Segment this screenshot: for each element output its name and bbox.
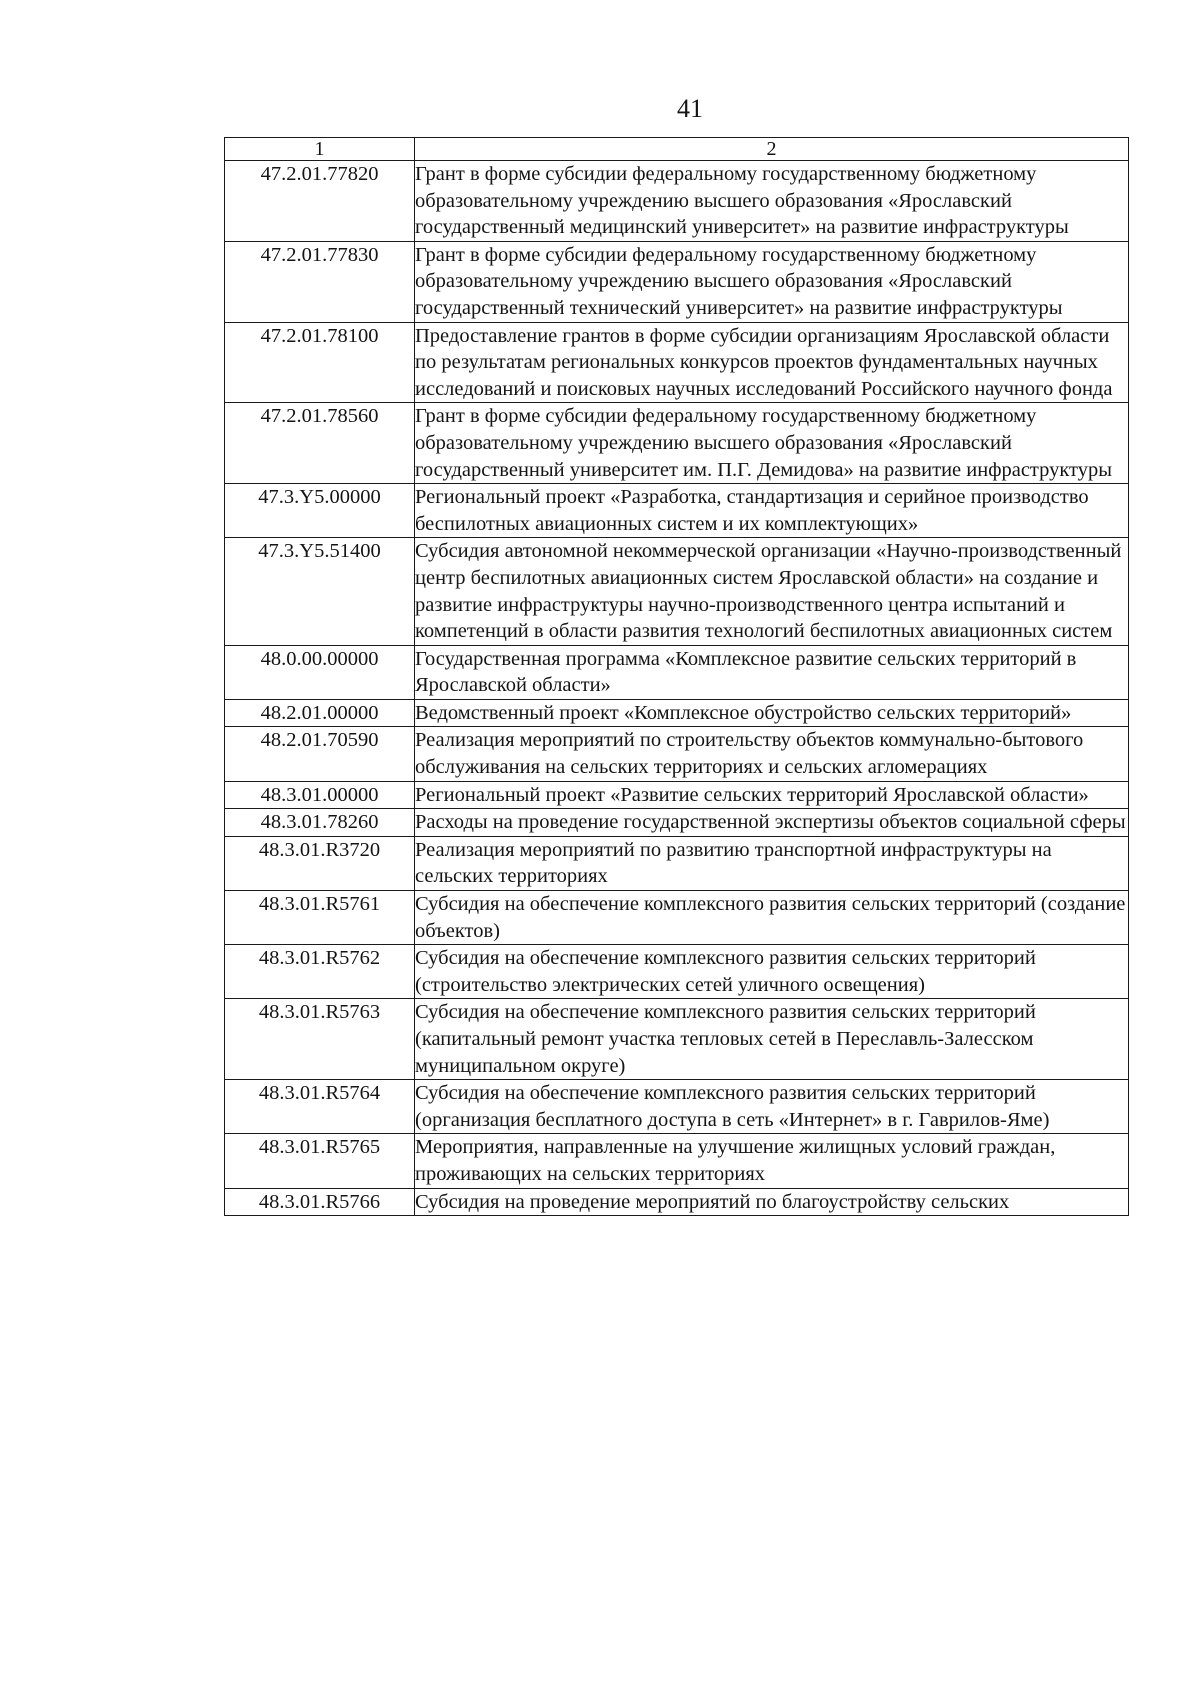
column-header-description: 2 xyxy=(415,138,1129,161)
table-header-row xyxy=(225,138,1129,161)
row-code: 47.2.01.77820 xyxy=(225,161,415,242)
row-code: 48.3.01.78260 xyxy=(225,809,415,837)
row-description: Субсидия на обеспечение комплексного развития сельских территорий (организация бесплатного доступа в сеть «Интернет» в г. Гаврилов-Яме) xyxy=(415,1080,1129,1134)
row-description: Грант в форме субсидии федеральному государственному бюджетному образовательному учреждению высшего образования «Ярославский государственный университет им. П.Г. Демидова» на развитие инфраструктуры xyxy=(415,403,1129,484)
table-row xyxy=(225,1134,1129,1188)
budget-classification-table xyxy=(224,137,1129,1216)
table-row xyxy=(225,781,1129,809)
row-description: Региональный проект «Развитие сельских территорий Ярославской области» xyxy=(415,781,1129,809)
row-description: Региональный проект «Разработка, стандартизация и серийное производство беспилотных авиационных систем и их комплектующих» xyxy=(415,484,1129,538)
table-row xyxy=(225,999,1129,1080)
row-description: Ведомственный проект «Комплексное обустройство сельских территорий» xyxy=(415,699,1129,727)
row-description: Расходы на проведение государственной экспертизы объектов социальной сферы xyxy=(415,809,1129,837)
table-row xyxy=(225,241,1129,322)
row-description: Государственная программа «Комплексное развитие сельских территорий в Ярославской области» xyxy=(415,645,1129,699)
row-code: 48.3.01.R5762 xyxy=(225,945,415,999)
row-description: Мероприятия, направленные на улучшение жилищных условий граждан, проживающих на сельских территориях xyxy=(415,1134,1129,1188)
table-row xyxy=(225,645,1129,699)
row-description: Субсидия на обеспечение комплексного развития сельских территорий (создание объектов) xyxy=(415,891,1129,945)
column-header-code: 1 xyxy=(225,138,415,161)
table-row xyxy=(225,945,1129,999)
row-description: Субсидия на обеспечение комплексного развития сельских территорий (капитальный ремонт участка тепловых сетей в Переславль-Залесском муниципальном округе) xyxy=(415,999,1129,1080)
page-number: 41 xyxy=(677,94,703,123)
table-row xyxy=(225,891,1129,945)
table-body xyxy=(225,161,1129,1216)
row-code: 48.2.01.00000 xyxy=(225,699,415,727)
table-row xyxy=(225,836,1129,890)
row-code: 48.3.01.R3720 xyxy=(225,836,415,890)
table-row xyxy=(225,1080,1129,1134)
table-row xyxy=(225,322,1129,403)
row-description: Субсидия автономной некоммерческой организации «Научно-производственный центр беспилотных авиационных систем Ярославской области» на создание и развитие инфраструктуры научно-производственного центра испытаний и компетенций в области развития технологий беспилотных авиационных систем xyxy=(415,538,1129,645)
row-code: 47.2.01.77830 xyxy=(225,241,415,322)
table-row xyxy=(225,699,1129,727)
row-description: Субсидия на обеспечение комплексного развития сельских территорий (строительство электрических сетей уличного освещения) xyxy=(415,945,1129,999)
table-row xyxy=(225,161,1129,242)
table-row xyxy=(225,1188,1129,1216)
row-code: 47.2.01.78100 xyxy=(225,322,415,403)
row-code: 47.2.01.78560 xyxy=(225,403,415,484)
table-row xyxy=(225,403,1129,484)
row-code: 47.3.Y5.00000 xyxy=(225,484,415,538)
row-description: Субсидия на проведение мероприятий по благоустройству сельских xyxy=(415,1188,1129,1216)
row-description: Грант в форме субсидии федеральному государственному бюджетному образовательному учреждению высшего образования «Ярославский государственный медицинский университет» на развитие инфраструктуры xyxy=(415,161,1129,242)
table-row xyxy=(225,809,1129,837)
row-code: 48.3.01.00000 xyxy=(225,781,415,809)
table-row xyxy=(225,727,1129,781)
row-description: Реализация мероприятий по строительству объектов коммунально-бытового обслуживания на сельских территориях и сельских агломерациях xyxy=(415,727,1129,781)
row-code: 48.3.01.R5763 xyxy=(225,999,415,1080)
row-code: 48.0.00.00000 xyxy=(225,645,415,699)
row-code: 48.3.01.R5766 xyxy=(225,1188,415,1216)
row-code: 48.2.01.70590 xyxy=(225,727,415,781)
row-code: 48.3.01.R5765 xyxy=(225,1134,415,1188)
row-code: 48.3.01.R5764 xyxy=(225,1080,415,1134)
row-code: 47.3.Y5.51400 xyxy=(225,538,415,645)
row-description: Грант в форме субсидии федеральному государственному бюджетному образовательному учреждению высшего образования «Ярославский государственный технический университет» на развитие инфраструктуры xyxy=(415,241,1129,322)
table-row xyxy=(225,538,1129,645)
row-description: Предоставление грантов в форме субсидии организациям Ярославской области по результатам региональных конкурсов проектов фундаментальных научных исследований и поисковых научных исследований Российского научного фонда xyxy=(415,322,1129,403)
row-code: 48.3.01.R5761 xyxy=(225,891,415,945)
row-description: Реализация мероприятий по развитию транспортной инфраструктуры на сельских территориях xyxy=(415,836,1129,890)
table-row xyxy=(225,484,1129,538)
